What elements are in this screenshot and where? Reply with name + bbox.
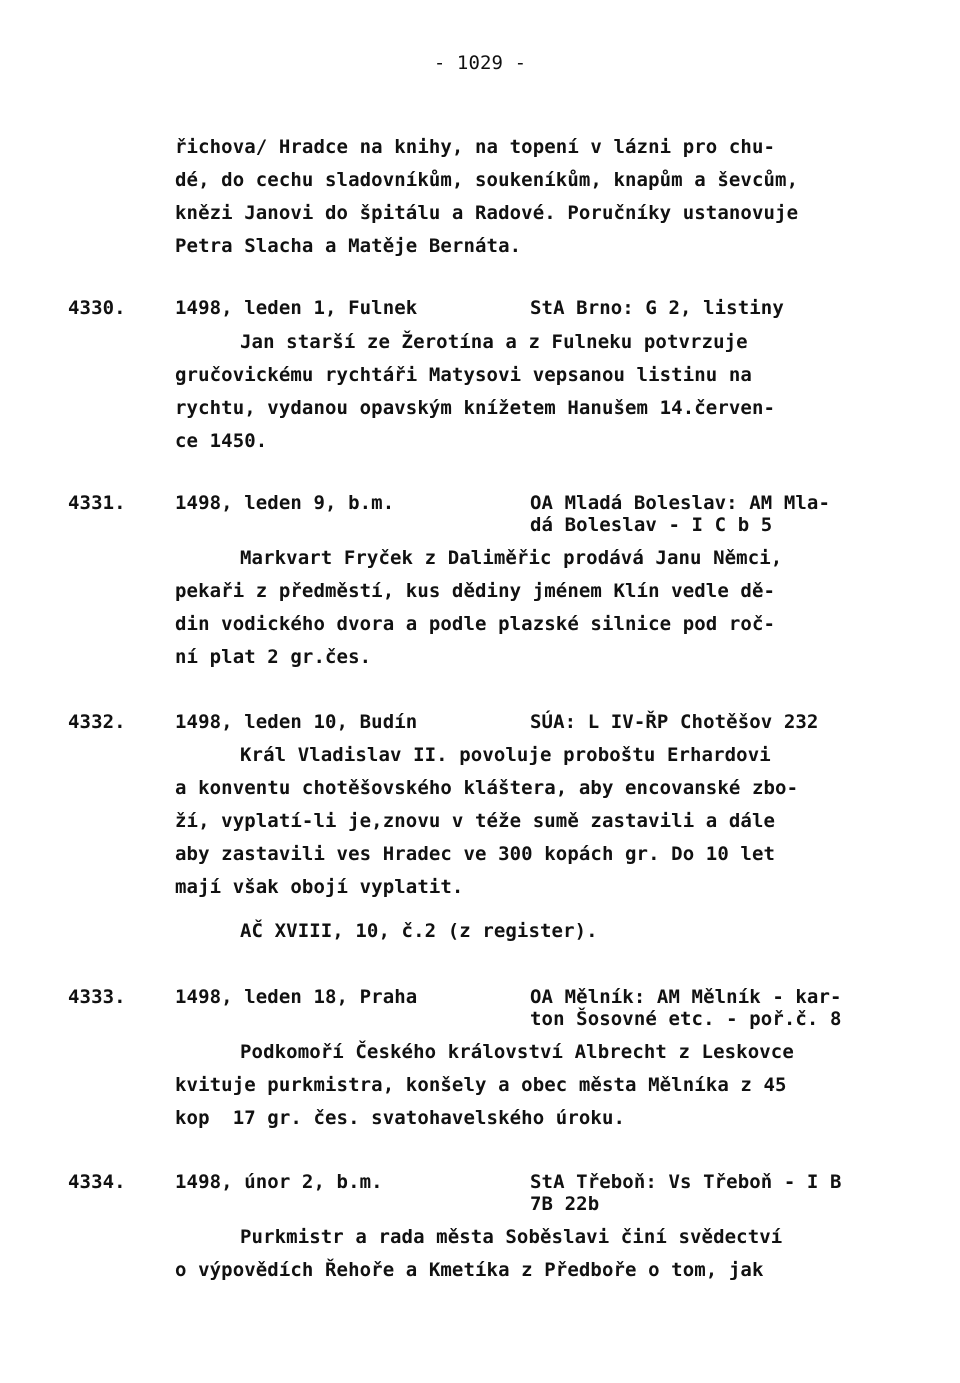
intro-line: Petra Slacha a Matěje Bernáta. xyxy=(175,235,522,257)
entry-date: 1498, leden 10, Budín xyxy=(175,711,418,733)
entry-archive-ref: ton Šosovné etc. - poř.č. 8 xyxy=(530,1008,842,1030)
intro-line: řichova/ Hradce na knihy, na topení v lázni pro chu- xyxy=(175,136,776,158)
entry-text-line: o výpovědích Řehoře a Kmetíka z Předboře o tom, jak xyxy=(175,1259,764,1281)
entry-archive-ref: dá Boleslav - I C b 5 xyxy=(530,514,773,536)
entry-text-line: rychtu, vydanou opavským knížetem Hanušem 14.červen- xyxy=(175,397,776,419)
entry-number: 4331. xyxy=(68,492,126,514)
entry-text-line: pekaři z předměstí, kus dědiny jménem Klín vedle dě- xyxy=(175,580,776,602)
entry-date: 1498, leden 9, b.m. xyxy=(175,492,395,514)
intro-line: dé, do cechu sladovníkům, soukeníkům, knapům a ševcům, xyxy=(175,169,799,191)
intro-line: knězi Janovi do špitálu a Radové. Poručníky ustanovuje xyxy=(175,202,799,224)
entry-archive-ref: OA Mladá Boleslav: AM Mla- xyxy=(530,492,831,514)
entry-number: 4330. xyxy=(68,297,126,319)
entry-number: 4334. xyxy=(68,1171,126,1193)
page-number: - 1029 - xyxy=(433,52,527,74)
entry-archive-ref: 7B 22b xyxy=(530,1193,600,1215)
entry-text-line: kvituje purkmistra, konšely a obec města Mělníka z 45 xyxy=(175,1074,787,1096)
entry-date: 1498, únor 2, b.m. xyxy=(175,1171,383,1193)
entry-date: 1498, leden 18, Praha xyxy=(175,986,418,1008)
entry-text-line: Markvart Fryček z Daliměřic prodává Janu Němci, xyxy=(240,547,783,569)
entry-archive-ref: StA Třeboň: Vs Třeboň - I B xyxy=(530,1171,842,1193)
entry-source-note: AČ XVIII, 10, č.2 (z register). xyxy=(240,920,598,942)
entry-date: 1498, leden 1, Fulnek xyxy=(175,297,418,319)
entry-text-line: mají však obojí vyplatit. xyxy=(175,876,464,898)
entry-archive-ref: SÚA: L IV-ŘP Chotěšov 232 xyxy=(530,711,819,733)
entry-text-line: a konventu chotěšovského kláštera, aby encovanské zbo- xyxy=(175,777,799,799)
entry-text-line: aby zastavili ves Hradec ve 300 kopách gr. Do 10 let xyxy=(175,843,776,865)
entry-text-line: kop 17 gr. čes. svatohavelského úroku. xyxy=(175,1107,626,1129)
entry-text-line: Purkmistr a rada města Soběslavi činí svědectví xyxy=(240,1226,783,1248)
entry-text-line: ce 1450. xyxy=(175,430,268,452)
entry-number: 4332. xyxy=(68,711,126,733)
entry-text-line: ní plat 2 gr.čes. xyxy=(175,646,372,668)
entry-number: 4333. xyxy=(68,986,126,1008)
entry-text-line: din vodického dvora a podle plazské silnice pod roč- xyxy=(175,613,776,635)
entry-text-line: Král Vladislav II. povoluje proboštu Erhardovi xyxy=(240,744,771,766)
entry-text-line: gručovickému rychtáři Matysovi vepsanou listinu na xyxy=(175,364,752,386)
entry-archive-ref: StA Brno: G 2, listiny xyxy=(530,297,784,319)
entry-text-line: ží, vyplatí-li je,znovu v téže sumě zastavili a dále xyxy=(175,810,776,832)
entry-text-line: Podkomoří Českého království Albrecht z Leskovce xyxy=(240,1041,794,1063)
entry-text-line: Jan starší ze Žerotína a z Fulneku potvrzuje xyxy=(240,331,748,353)
entry-archive-ref: OA Mělník: AM Mělník - kar- xyxy=(530,986,842,1008)
